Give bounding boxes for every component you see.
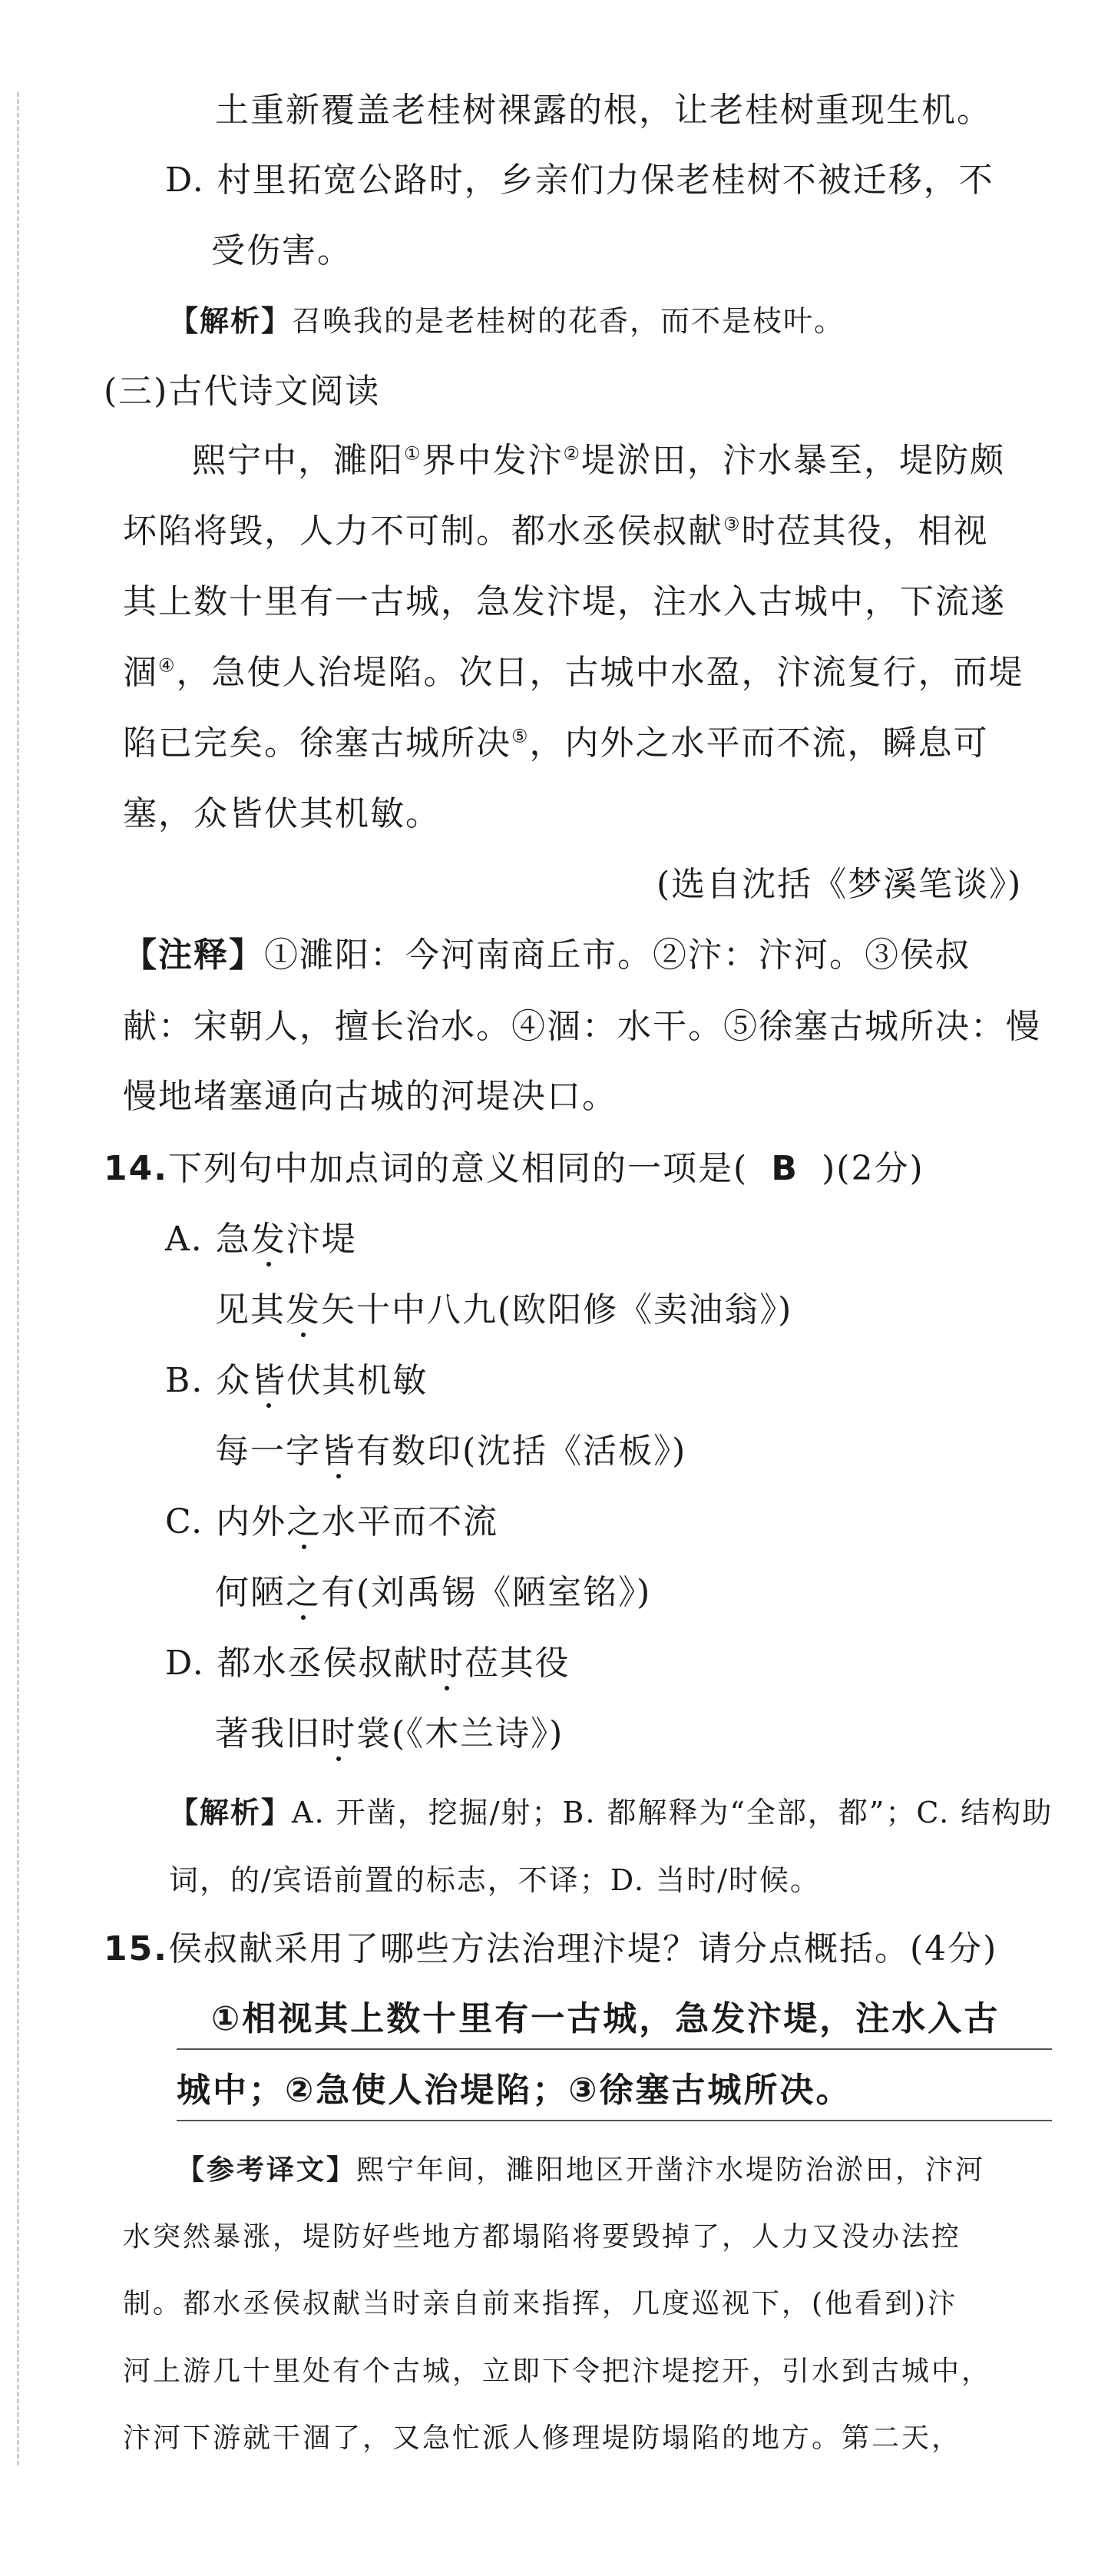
translation-line-1: 【参考译文】熙宁年间，濉阳地区开凿汴水堤防治淤田，汴河	[177, 2154, 986, 2186]
question-number: 14.	[104, 1149, 168, 1188]
prev-option-d-line2: 受伤害。	[211, 231, 352, 270]
translation-line-4: 河上游几十里处有个古城，立即下令把汴堤挖开，引水到古城中，	[123, 2356, 992, 2387]
notes-tag: 【注释】	[123, 935, 264, 975]
question-14-stem: 14.下列句中加点词的意义相同的一项是( B )(2分)	[104, 1144, 924, 1194]
translation-line-2: 水突然暴涨，堤防好些地方都塌陷将要毁掉了，人力又没办法控	[123, 2221, 962, 2253]
option-b-line-1: B. 众皆伏其机敏	[165, 1361, 428, 1400]
question-number: 15.	[104, 1929, 168, 1968]
dotted-char: 之	[286, 1573, 321, 1612]
option-c-line-1: C. 内外之水平而不流	[165, 1502, 499, 1541]
passage-line-6: 塞，众皆伏其机敏。	[123, 794, 441, 833]
section-title: (三)古代诗文阅读	[104, 372, 381, 411]
translation-tag: 【参考译文】	[177, 2154, 357, 2186]
analysis-tag: 【解析】	[169, 1796, 293, 1829]
prev-analysis	[169, 300, 845, 343]
q14-analysis-line-2: 词，的/宾语前置的标志，不译；D. 当时/时候。	[169, 1863, 821, 1897]
filled-answer: B	[771, 1149, 799, 1188]
prev-option-c-end: 土重新覆盖老桂树裸露的根，让老桂树重现生机。	[215, 91, 992, 130]
passage-line-4: 涸④，急使人治堤陷。次日，古城中水盈，汴流复行，而堤	[123, 653, 1024, 692]
dotted-char: 皆	[251, 1361, 287, 1400]
dotted-char: 发	[286, 1290, 321, 1329]
dotted-char: 皆	[321, 1432, 356, 1471]
option-a-line-1: A. 急发汴堤	[165, 1220, 357, 1259]
option-c-line-2: 何陋之有(刘禹锡《陋室铭》)	[215, 1573, 652, 1612]
passage-line-3: 其上数十里有一古城，急发汴堤，注水入古城中，下流遂	[123, 582, 1006, 621]
dotted-char: 时	[428, 1644, 465, 1683]
option-a-line-2: 见其发矢十中八九(欧阳修《卖油翁》)	[215, 1290, 793, 1329]
margin-dashed-line	[17, 92, 19, 2465]
option-d-line-2: 著我旧时裳(《木兰诗》)	[215, 1714, 564, 1753]
passage-source: (选自沈括《梦溪笔谈》)	[656, 865, 1023, 904]
option-b-line-2: 每一字皆有数印(沈括《活板》)	[215, 1432, 687, 1471]
prev-option-d-line1: D. 村里拓宽公路时，乡亲们力保老桂树不被迁移，不	[165, 161, 994, 200]
answer-line-1: ①相视其上数十里有一古城，急发汴堤，注水入古	[211, 1999, 1000, 2038]
analysis-text: 召唤我的是老桂树的花香，而不是枝叶。	[292, 304, 845, 338]
notes-line-1: 【注释】①濉阳：今河南商丘市。②汴：汴河。③侯叔	[123, 935, 971, 975]
dotted-char: 时	[321, 1714, 356, 1753]
analysis-tag: 【解析】	[169, 304, 293, 338]
answer-line-2: 城中；②急使人治堤陷；③徐塞古城所决。	[177, 2071, 852, 2110]
translation-line-3: 制。都水丞侯叔献当时亲自前来指挥，几度巡视下，(他看到)汴	[123, 2288, 958, 2319]
passage-line-1: 熙宁中，濉阳①界中发汴②堤淤田，汴水暴至，堤防颇	[192, 441, 1006, 480]
translation-line-5: 汴河下游就干涸了，又急忙派人修理堤防塌陷的地方。第二天，	[123, 2422, 962, 2454]
notes-line-2: 献：宋朝人，擅长治水。④涸：水干。⑤徐塞古城所决：慢	[123, 1007, 1041, 1046]
notes-line-3: 慢地堵塞通向古城的河堤决口。	[123, 1077, 617, 1116]
passage-line-5: 陷已完矣。徐塞古城所决⑤，内外之水平而不流，瞬息可	[123, 723, 989, 763]
q14-analysis-line-1: 【解析】A. 开凿，挖掘/射；B. 都解释为“全部，都”；C. 结构助	[169, 1796, 1053, 1829]
option-d-line-1: D. 都水丞侯叔献时莅其役	[165, 1644, 570, 1683]
dotted-char: 发	[250, 1220, 286, 1259]
answer-underline-2	[177, 2120, 1052, 2121]
answer-underline-1	[177, 2048, 1052, 2050]
question-15-stem: 15.侯叔献采用了哪些方法治理汴堤？请分点概括。(4分)	[104, 1929, 998, 1968]
dotted-char: 之	[286, 1502, 322, 1541]
passage-line-2: 坏陷将毁，人力不可制。都水丞侯叔献③时莅其役，相视	[123, 512, 989, 551]
